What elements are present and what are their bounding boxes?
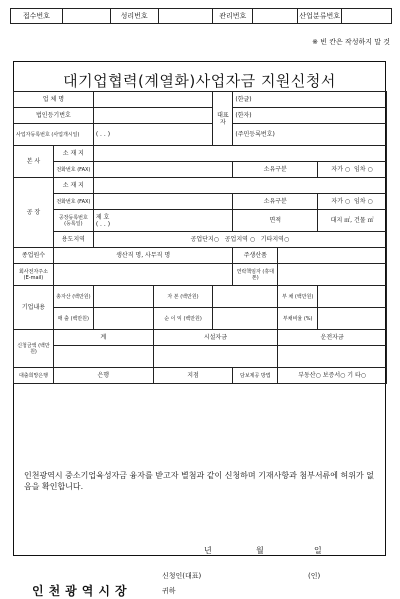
amount-total-label: 계 (53, 330, 153, 346)
collateral-label: 담보제공 방법 (233, 368, 278, 384)
application-form (13, 61, 386, 598)
head-office-address-field[interactable] (93, 146, 386, 162)
main-product-label: 주생산품 (233, 248, 278, 264)
industry-code-field[interactable] (342, 9, 392, 24)
biz-reg-date-field[interactable]: ( . . ) (93, 124, 213, 146)
profit-label: 순 이 익 (백만원) (153, 308, 213, 330)
head-office-label: 본 사 (14, 146, 54, 178)
factory-ownership-options[interactable]: 자가 ○ 임차 ○ (318, 194, 387, 210)
factory-reg-field[interactable]: 제 호 ( . . ) (93, 210, 233, 232)
application-table (13, 91, 387, 384)
sales-field[interactable] (93, 308, 153, 330)
factory-phone-field[interactable] (93, 194, 233, 210)
receipt-no-field[interactable] (62, 9, 110, 24)
amount-label: 신청금액 (백만원) (14, 330, 54, 368)
company-name-label: 업 체 명 (14, 92, 94, 108)
head-office-ownership-options[interactable]: 자가 ○ 임차 ○ (318, 162, 387, 178)
processing-no-label: 성리번호 (110, 9, 158, 24)
equity-label: 자 본 (백만원) (153, 286, 213, 308)
date-year-label: 년 (204, 546, 212, 555)
factory-area-field[interactable]: 대지 ㎡, 건물 ㎡ (318, 210, 387, 232)
amount-facility-label: 시설자금 (153, 330, 278, 346)
employees-field[interactable]: 생산직 명, 사무직 명 (53, 248, 232, 264)
admin-number-table (10, 8, 392, 24)
debt-ratio-field[interactable] (318, 308, 387, 330)
manage-no-field[interactable] (253, 9, 298, 24)
company-name-field[interactable] (93, 92, 213, 108)
factory-address-label: 소 재 지 (53, 178, 93, 194)
debt-field[interactable] (318, 286, 387, 308)
amount-operating-label: 운전자금 (278, 330, 387, 346)
head-office-phone-label: 전화번호 (FAX) (53, 162, 93, 178)
factory-area-label: 면적 (233, 210, 318, 232)
seal-mark: (인) (308, 572, 321, 580)
contact-field[interactable] (278, 264, 387, 286)
rep-hangul-field[interactable]: (한글) (233, 92, 387, 108)
rep-resident-no-field[interactable]: (주민등록번호) (233, 124, 387, 146)
amount-total-field[interactable] (53, 346, 153, 368)
factory-ownership-label: 소유구분 (233, 194, 318, 210)
capital-field[interactable] (93, 286, 153, 308)
factory-phone-label: 전화번호 (FAX) (53, 194, 93, 210)
confirmation-statement: 인천광역시 중소기업육성자금 융자를 받고자 별첨과 같이 신청하며 기재사항과 첨부서류에 허위가 없음을 확인합니다. (24, 471, 375, 491)
corp-reg-label: 법인등기번호 (14, 108, 94, 124)
industry-code-label: 산업분류번호 (298, 9, 342, 24)
debt-label: 부 채 (백만원) (278, 286, 318, 308)
capital-label: 총자산 (백만원) (53, 286, 93, 308)
addressee-suffix: 귀하 (162, 587, 176, 595)
processing-no-field[interactable] (158, 9, 213, 24)
amount-operating-field[interactable] (278, 346, 387, 368)
factory-label: 공 장 (14, 178, 54, 248)
form-title: 대기업협력(계열화)사업자금 지원신청서 (63, 72, 336, 90)
bank-label: 대출희망은행 (14, 368, 54, 384)
manage-no-label: 관리번호 (213, 9, 253, 24)
addressee: 인천광역시장 (32, 584, 132, 598)
amount-facility-field[interactable] (153, 346, 278, 368)
head-office-address-label: 소 재 지 (53, 146, 93, 162)
receipt-no-label: 접수번호 (11, 9, 63, 24)
representative-label: 대표자 (213, 92, 233, 146)
rep-hanja-field[interactable]: (한자) (233, 108, 387, 124)
collateral-options[interactable]: 부동산○ 보증서○ 기 타○ (278, 368, 387, 384)
branch-field[interactable]: 지점 (153, 368, 233, 384)
applicant-label: 신청인(대표) (162, 572, 202, 580)
head-office-ownership-label: 소유구분 (233, 162, 318, 178)
blank-note: ※ 빈 칸은 작성하지 말 것 (312, 38, 390, 46)
debt-ratio-label: 부채비율 (%) (278, 308, 318, 330)
profit-field[interactable] (213, 308, 278, 330)
equity-field[interactable] (213, 286, 278, 308)
zone-label: 용도지역 (53, 232, 93, 248)
factory-reg-label: 공장등록번호 (등록일) (53, 210, 93, 232)
employees-label: 종업원수 (14, 248, 54, 264)
zone-options[interactable]: 공업단지○ 공업지역 ○ 기타지역○ (93, 232, 386, 248)
contact-label: 연락책임자 (휴대폰) (233, 264, 278, 286)
date-day-label: 일 (314, 546, 322, 555)
email-label: 회사전자주소 (E-mail) (14, 264, 54, 286)
biz-reg-label: 사업자등록번호 (사업개시일) (14, 124, 94, 146)
bank-field[interactable]: 은행 (53, 368, 153, 384)
date-month-label: 월 (256, 546, 264, 555)
email-field[interactable] (53, 264, 232, 286)
factory-address-field[interactable] (93, 178, 386, 194)
corp-reg-field[interactable] (93, 108, 213, 124)
main-product-field[interactable] (278, 248, 387, 264)
head-office-phone-field[interactable] (93, 162, 233, 178)
sales-label: 매 출 (백만원) (53, 308, 93, 330)
business-label: 기업내용 (14, 286, 54, 330)
